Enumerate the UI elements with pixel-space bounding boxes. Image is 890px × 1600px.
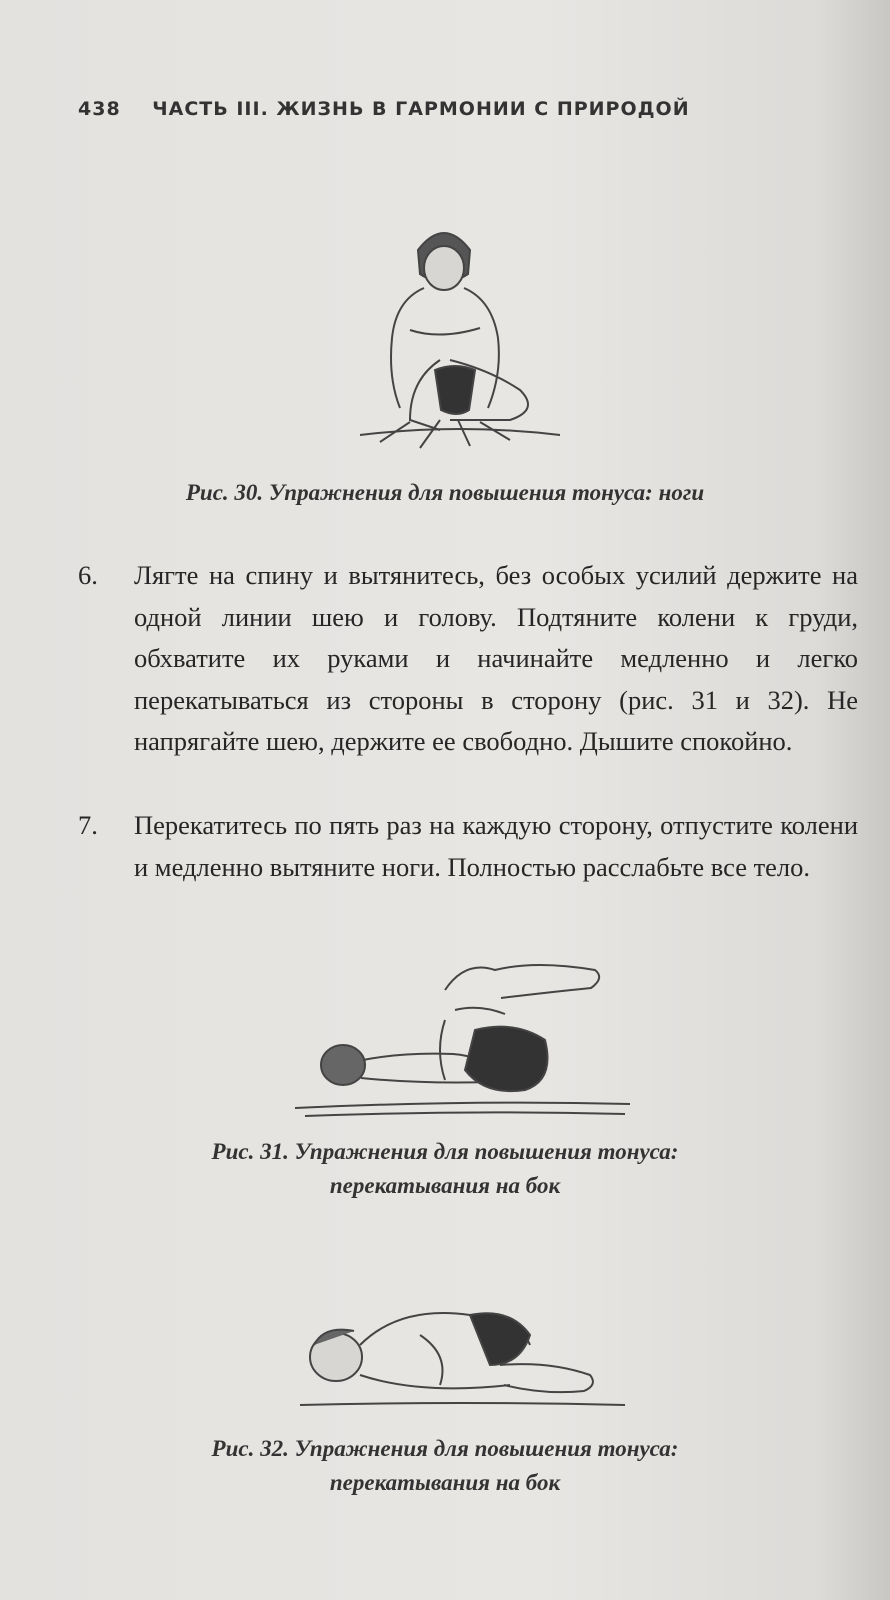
step-text: Перекатитесь по пять раз на каждую сторону, отпустите колени и медленно вытяните ноги. Полностью расслабьте все тело.	[134, 810, 858, 882]
figure-30-illustration	[340, 210, 580, 460]
figure-31-illustration	[295, 950, 635, 1125]
figure-31-caption: Рис. 31. Упражнения для повышения тонуса: перекатывания на бок	[211, 1139, 679, 1198]
step-6	[78, 555, 858, 763]
figure-32-caption: Рис. 32. Упражнения для повышения тонуса: перекатывания на бок	[211, 1436, 679, 1495]
running-header	[78, 98, 690, 120]
figure-32-illustration	[300, 1295, 630, 1420]
figure-30-caption: Рис. 30. Упражнения для повышения тонуса: ноги	[185, 480, 705, 505]
running-title: ЧАСТЬ III. ЖИЗНЬ В ГАРМОНИИ С ПРИРОДОЙ	[152, 98, 690, 120]
step-7	[78, 805, 858, 888]
step-number: 6.	[78, 560, 98, 590]
step-number: 7.	[78, 810, 98, 840]
page-number: 438	[78, 98, 121, 120]
step-text: Лягте на спину и вытянитесь, без особых усилий держите на одной линии шею и голову. Подтяните колени к груди, обхватите их руками и начинайте медленно и легко перекатываться из стороны в сторону (рис. 31 и 32). Не напрягайте шею, держите ее свободно. Дышите спокойно.	[134, 560, 858, 756]
